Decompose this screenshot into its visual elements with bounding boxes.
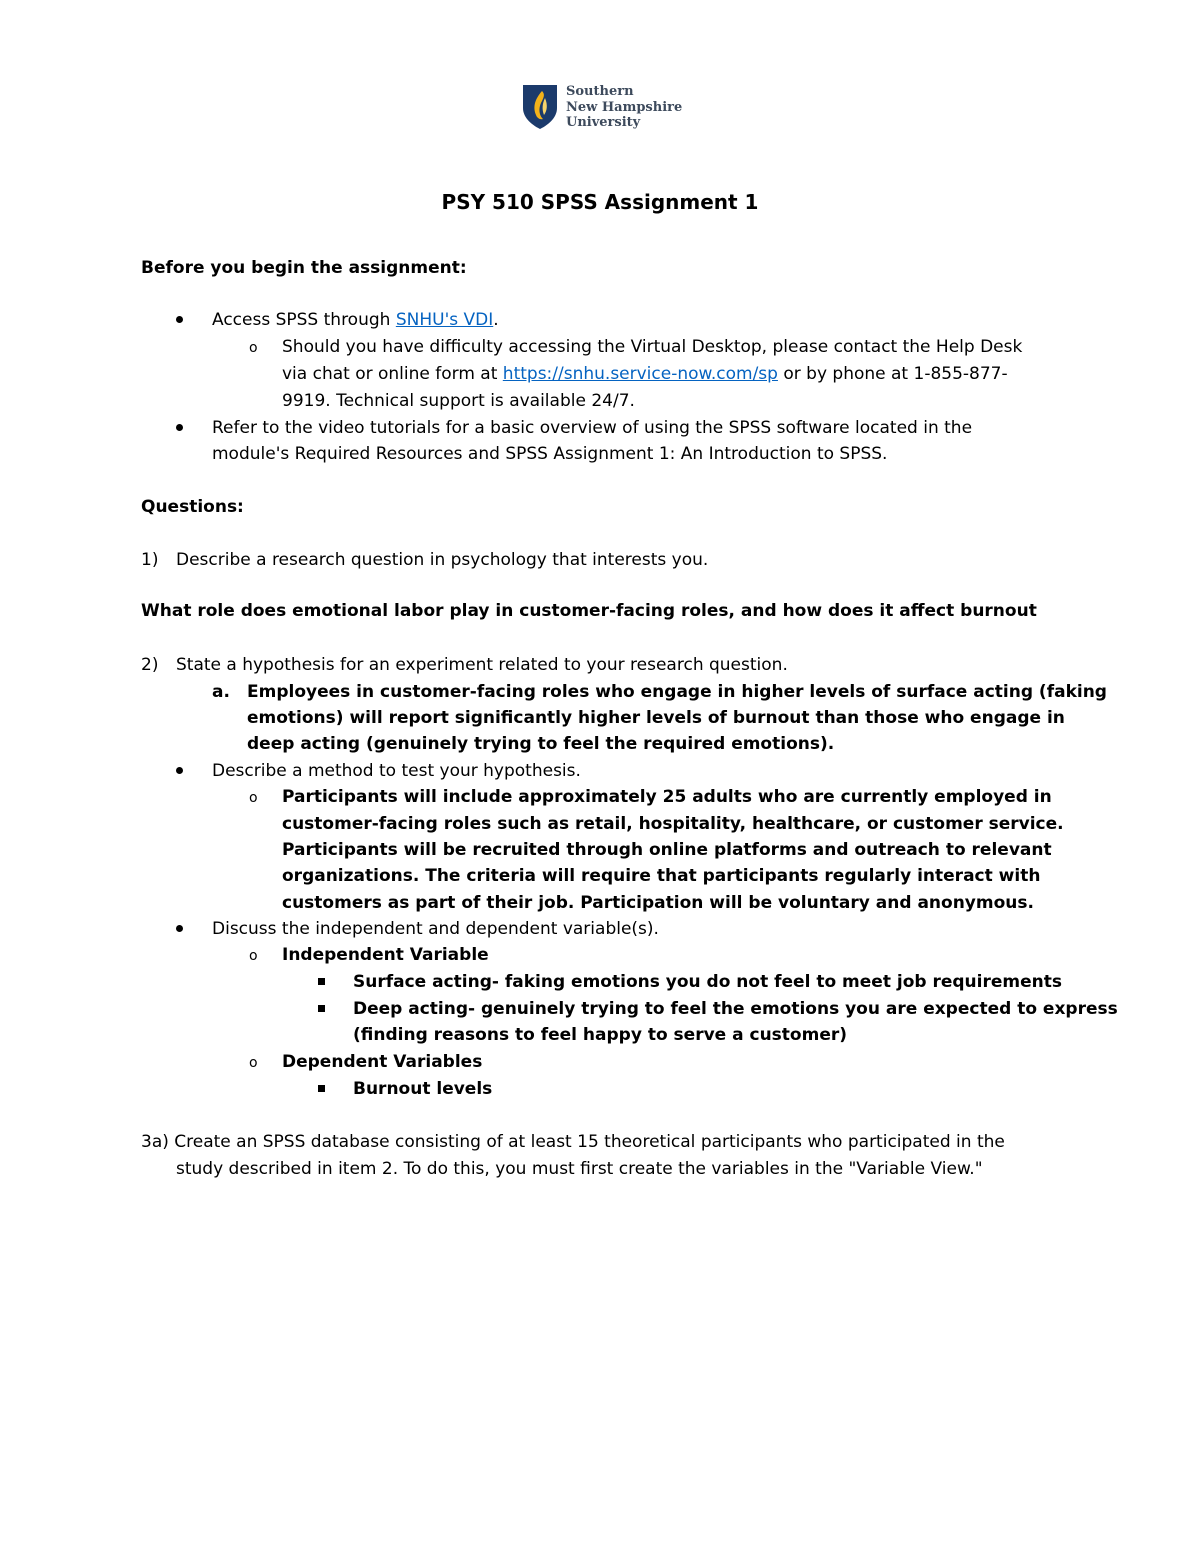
q2-a-marker: a.	[212, 682, 230, 702]
q2-number: 2)	[141, 655, 159, 675]
q1-number: 1)	[141, 550, 159, 570]
access-period: .	[493, 310, 499, 330]
q3a-line-2: study described in item 2. To do this, you must first create the variables in the "Variable View."	[176, 1159, 983, 1179]
q2-text: State a hypothesis for an experiment related to your research question.	[176, 655, 788, 675]
logo-line-2: New Hampshire	[566, 99, 683, 115]
square-bullet-icon	[318, 978, 325, 985]
method-line-3: Participants will be recruited through online platforms and outreach to relevant	[282, 840, 1052, 860]
square-bullet-icon	[318, 1005, 325, 1012]
hypothesis-line-3: deep acting (genuinely trying to feel the required emotions).	[247, 734, 835, 754]
variables-prompt: Discuss the independent and dependent variable(s).	[212, 919, 659, 939]
q3a-line-1: 3a) Create an SPSS database consisting of at least 15 theoretical participants who participated in the	[141, 1132, 1005, 1152]
iv-item-2-line-2: (finding reasons to feel happy to serve a customer)	[353, 1025, 847, 1045]
access-spss-item	[212, 307, 499, 334]
method-prompt: Describe a method to test your hypothesis.	[212, 761, 581, 781]
iv-label: Independent Variable	[282, 945, 489, 965]
hypothesis-line-2: emotions) will report significantly higher levels of burnout than those who engage in	[247, 708, 1065, 728]
phone-text: or by phone at 1-855-877-	[777, 364, 1008, 384]
bullet-icon	[176, 316, 183, 323]
help-desk-line-2	[282, 361, 1008, 388]
bullet-icon	[176, 424, 183, 431]
shield-flame-icon	[522, 84, 558, 130]
tutorials-line-2: module's Required Resources and SPSS Assignment 1: An Introduction to SPSS.	[212, 444, 888, 464]
document-title: PSY 510 SPSS Assignment 1	[441, 190, 759, 214]
square-bullet-icon	[318, 1085, 325, 1092]
tutorials-line-1: Refer to the video tutorials for a basic overview of using the SPSS software located in the	[212, 418, 973, 438]
logo-line-1: Southern	[566, 84, 634, 99]
circle-bullet-icon: o	[249, 948, 258, 964]
iv-item-1: Surface acting- faking emotions you do not feel to meet job requirements	[353, 972, 1062, 992]
method-line-2: customer-facing roles such as retail, hospitality, healthcare, or customer service.	[282, 814, 1064, 834]
bullet-icon	[176, 767, 183, 774]
logo-line-3: University	[566, 115, 641, 130]
q1-text: Describe a research question in psychology that interests you.	[176, 550, 709, 570]
q1-answer: What role does emotional labor play in customer-facing roles, and how does it affect burnout	[141, 601, 1037, 621]
hypothesis-line-1: Employees in customer-facing roles who engage in higher levels of surface acting (faking	[247, 682, 1107, 702]
method-line-5: customers as part of their job. Participation will be voluntary and anonymous.	[282, 893, 1034, 913]
help-desk-line-3: 9919. Technical support is available 24/7.	[282, 391, 635, 411]
circle-bullet-icon: o	[249, 790, 258, 806]
service-now-link[interactable]: https://snhu.service-now.com/sp	[502, 364, 778, 384]
dv-item-1: Burnout levels	[353, 1079, 493, 1099]
help-desk-text: via chat or online form at	[282, 364, 503, 384]
vdi-link[interactable]: SNHU's VDI	[395, 310, 494, 330]
method-line-4: organizations. The criteria will require that participants regularly interact with	[282, 866, 1041, 886]
help-desk-line-1: Should you have difficulty accessing the Virtual Desktop, please contact the Help Desk	[282, 337, 1023, 357]
method-line-1: Participants will include approximately 25 adults who are currently employed in	[282, 787, 1052, 807]
bullet-icon	[176, 925, 183, 932]
circle-bullet-icon: o	[249, 1055, 258, 1071]
before-heading: Before you begin the assignment:	[141, 258, 467, 278]
questions-heading: Questions:	[141, 497, 244, 517]
university-logo	[522, 84, 692, 134]
iv-item-2-line-1: Deep acting- genuinely trying to feel the emotions you are expected to express	[353, 999, 1118, 1019]
circle-bullet-icon: o	[249, 340, 258, 356]
access-text: Access SPSS through	[212, 310, 396, 330]
dv-label: Dependent Variables	[282, 1052, 483, 1072]
